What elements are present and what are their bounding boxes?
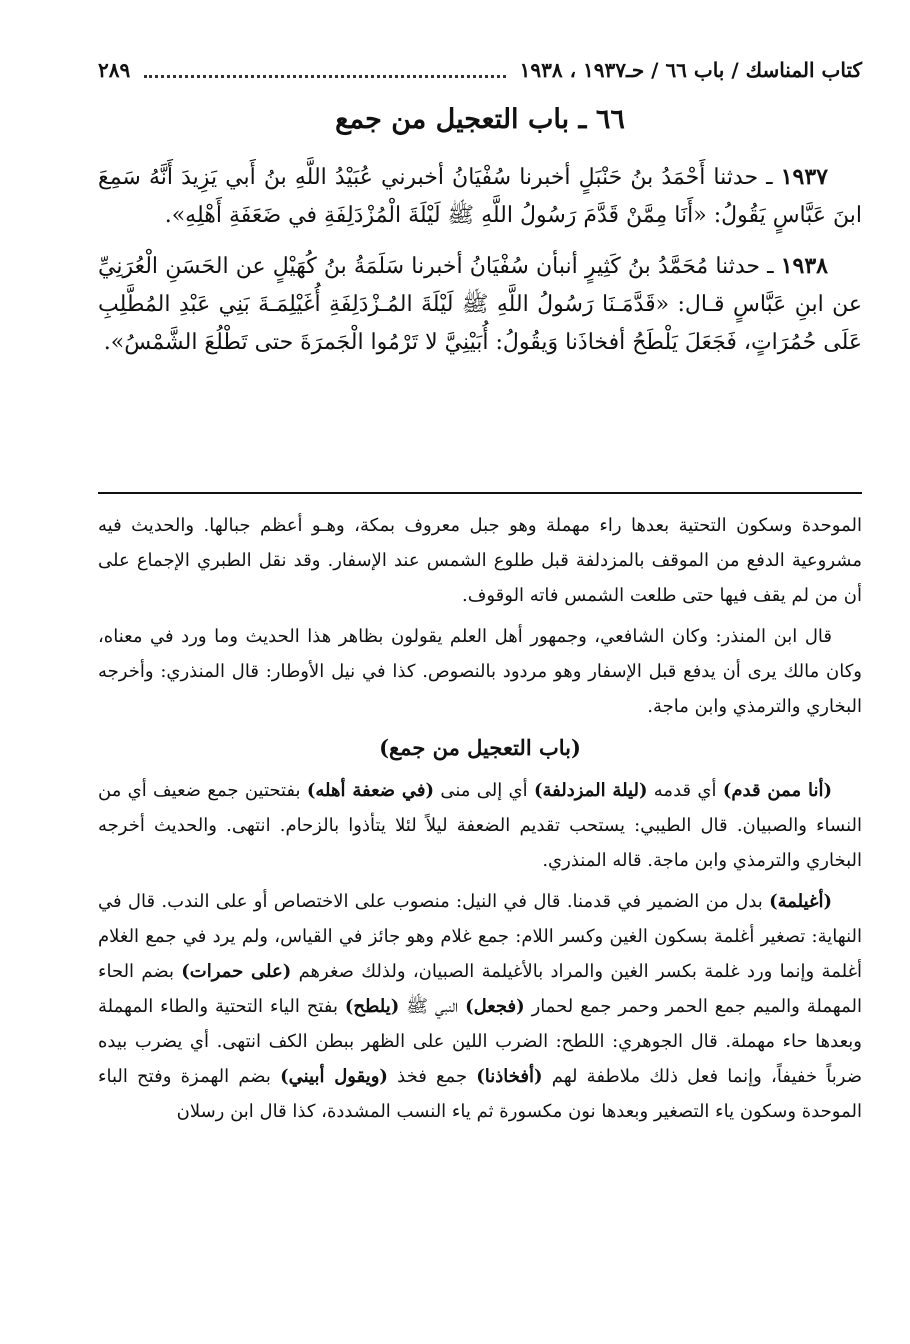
hadith-text: ـ حدثنا أَحْمَدُ بنُ حَنْبَلٍ أخبرنا سُفْيَانُ أخبرني عُبَيْدُ اللَّهِ بنُ أَبي يَزِيدَ أَنَّهُ سَمِعَ ابنَ عَبَّاسٍ يَقُولُ: «أَنَا مِمَّنْ قَدَّمَ رَسُولُ اللَّهِ ﷺ لَيْلَةَ الْمُزْدَلِفَةِ في ضَعَفَةِ أَهْلِهِ». xyxy=(98,165,862,228)
commentary-text: بضم الحاء المهملة والميم جمع الحمر وحمر جمع لحمار xyxy=(98,961,862,1017)
running-header xyxy=(98,50,862,90)
keyword: (على حمرات) xyxy=(181,961,292,982)
keyword: (في ضعفة أهله) xyxy=(306,780,435,801)
commentary-section xyxy=(98,508,862,1135)
commentary-paragraph: قال ابن المنذر: وكان الشافعي، وجمهور أهل العلم يقولون بظاهر هذا الحديث وما ورد في معناه، وكان مالك يرى أن يدفع قبل الإسفار وهو مردود بالنصوص. كذا في نيل الأوطار: قال المنذري: وأخرجه البخاري والترمذي وابن ماجة. xyxy=(98,626,862,717)
commentary-text: جمع فخذ xyxy=(387,1066,477,1087)
commentary-text: بفتحتين جمع ضعيف أي من النساء والصبيان. قال الطيبي: يستحب تقديم الضعفة ليلاً لئلا يتأذوا بالزحام. انتهى. والحديث أخرجه البخاري والترمذي وابن ماجة. قاله المنذري. xyxy=(98,780,862,871)
commentary-text: أي إلى منى xyxy=(434,780,534,801)
keyword: (أفخاذنا) xyxy=(476,1066,543,1087)
document-page xyxy=(98,0,862,1344)
keyword: (أنا ممن قدم) xyxy=(722,780,833,801)
commentary-paragraph xyxy=(98,884,862,1129)
keyword: (ليلة المزدلفة) xyxy=(533,780,648,801)
header-dot-leader xyxy=(144,63,505,78)
keyword: (يلطح) xyxy=(344,996,400,1017)
keyword: (فجعل) xyxy=(465,996,525,1017)
hadith-text: ـ حدثنا مُحَمَّدُ بنُ كَثِيرٍ أنبأن سُفْيَانُ أخبرنا سَلَمَةُ بنُ كُهَيْلٍ عن الحَسَنِ الْعُرَنِيِّ عن ابنِ عَبَّاسٍ قـال: «قَدَّمَـنَا رَسُولُ اللَّهِ ﷺ لَيْلَةَ المُـزْدَلِفَةِ أُغَيْلِمَـةَ بَنِي عَبْدِ المُطَّلِبِ عَلَى حُمُرَاتٍ، فَجَعَلَ يَلْطَحُ أفخاذَنا وَيقُولُ: أُبَيْنِيَّ لا تَرْمُوا الْجَمرَةَ حتى تَطْلُعَ الشَّمْسُ». xyxy=(98,254,862,355)
commentary-sub-heading: (باب التعجيل من جمع) xyxy=(379,735,581,760)
commentary-text: بدل من الضمير في قدمنا. قال في النيل: منصوب على الاختصاص أو على الندب. قال في النهاية: تصغير أغلمة بسكون الغين وكسر اللام: جمع غلام وهو جائز في القياس، ولم يرد في جمع الغلام أغلمة وإنما ورد غلمة بكسر الغين والمراد بالأغيلمة الصبيان، ولذلك صغرهم xyxy=(98,891,862,982)
hadith-number: ١٩٣٨ xyxy=(780,253,828,279)
hadith-1937 xyxy=(98,158,862,235)
keyword: (ويقول أبيني) xyxy=(280,1066,388,1087)
commentary-text: النبي ﷺ xyxy=(399,996,466,1017)
hadith-section xyxy=(98,158,862,374)
keyword: (أغيلمة) xyxy=(769,891,832,912)
commentary-paragraph xyxy=(98,773,862,878)
footnote-divider xyxy=(98,492,862,494)
hadith-number: ١٩٣٧ xyxy=(780,164,828,190)
commentary-text: بفتح الياء التحتية والطاء المهملة وبعدها حاء مهملة. قال الجوهري: اللطح: الضرب اللين على الظهر ببطن الكف انتهى. أي يضرب بيده ضرباً خفيفاً، وإنما فعل ذلك ملاطفة لهم xyxy=(98,996,863,1087)
commentary-text: بضم الهمزة وفتح الباء الموحدة وسكون ياء التصغير وبعدها نون مكسورة ثم ياء النسب المشددة، كذا قال ابن رسلان xyxy=(98,1066,862,1122)
commentary-text: أي قدمه xyxy=(647,780,723,801)
running-title: كتاب المناسك / باب ٦٦ / حـ١٩٣٧ ، ١٩٣٨ xyxy=(519,58,862,82)
chapter-heading: ٦٦ ـ باب التعجيل من جمع xyxy=(335,104,625,135)
page-number: ٢٨٩ xyxy=(98,58,131,82)
hadith-1938 xyxy=(98,247,862,362)
commentary-paragraph: الموحدة وسكون التحتية بعدها راء مهملة وهو جبل معروف بمكة، وهـو أعظم جبالها. والحديث فيه مشروعية الدفع من الموقف بالمزدلفة قبل طلوع الشمس عند الإسفار. وقد نقل الطبري الإجماع على أن من لم يقف فيها حتى طلعت الشمس فاته الوقوف. xyxy=(98,515,862,606)
